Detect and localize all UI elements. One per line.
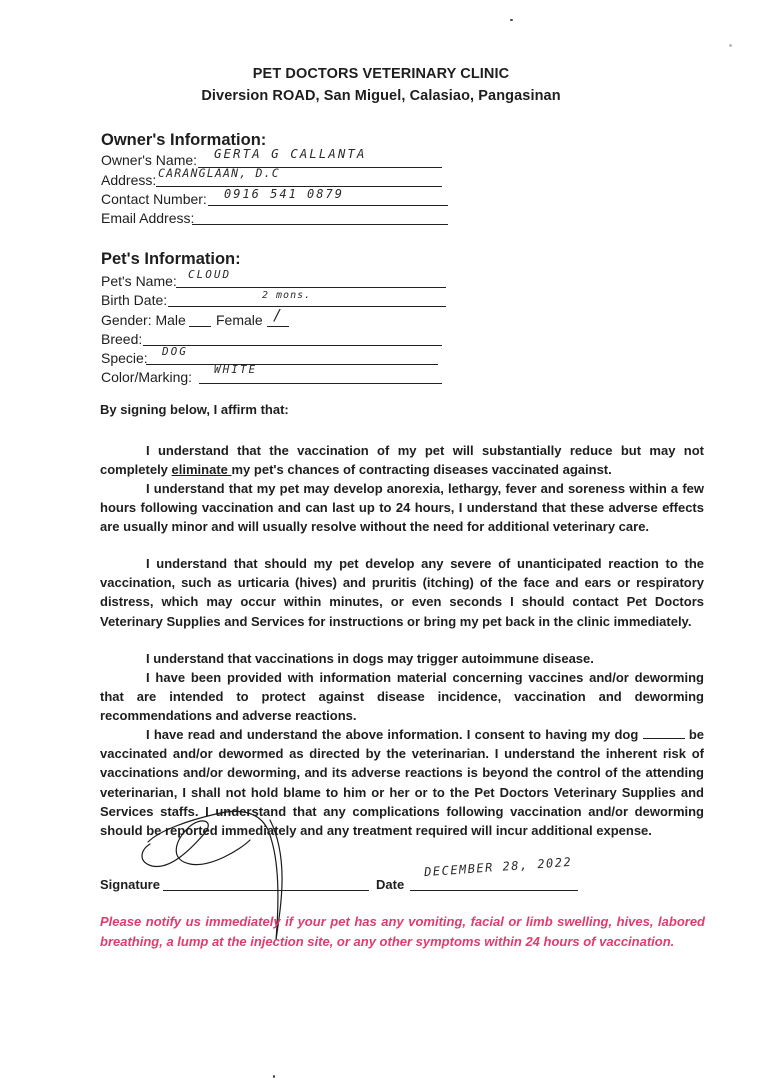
affirm-intro: By signing below, I affirm that:: [100, 402, 289, 417]
clinic-address: Diversion ROAD, San Miguel, Calasiao, Pangasinan: [201, 88, 561, 104]
email-label: Email Address:: [101, 210, 195, 226]
consent-p4-text: I understand that vaccinations in dogs may trigger autoimmune disease.: [146, 651, 594, 666]
consent-p5-text: I have been provided with information material concerning vaccines and/or deworming that are intended to protect against disease incidence, vaccination and deworming recommendations and adverse reactions.: [100, 670, 704, 724]
pet-section-title: Pet's Information:: [101, 250, 241, 268]
owner-section-title: Owner's Information:: [101, 131, 267, 149]
signature-label: Signature: [100, 877, 160, 892]
birth-date-label: Birth Date:: [101, 292, 168, 308]
date-label: Date: [376, 877, 405, 892]
consent-p6-text-b: be vaccinated and/or dewormed as directed by the veterinarian. I understand the inherent risk of vaccinations and/or deworming, and its adverse reactions is beyond the control of the attending veterinarian, I shall not hold blame to him or her or to the Pet Doctors Veterinary Supplies and Services staffs. I understand that any complications following vaccination and/or deworming should be reported immediately and any treatment required will incur additional expense.: [100, 727, 704, 839]
dog-name-blank[interactable]: [643, 726, 685, 739]
color-label: Color/Marking:: [101, 369, 193, 385]
consent-paragraph-5: [100, 668, 704, 726]
gender-female-line[interactable]: [267, 326, 289, 327]
specie-line: [146, 364, 438, 365]
consent-p3-text: I understand that should my pet develop any severe of unanticipated reaction to the vaccination, such as urticaria (hives) and pruritis (itching) of the face and ears or respiratory distress, which may occur within minutes, or even seconds I should contact Pet Doctors Veterinary Supplies and Services for instructions or bring my pet back in the clinic immediately.: [100, 556, 704, 629]
color-field[interactable]: WHITE: [214, 363, 258, 376]
address-label: Address:: [101, 172, 157, 188]
consent-p2-text: I understand that my pet may develop anorexia, lethargy, fever and soreness within a few hours following vaccination and can last up to 24 hours, I understand that these adverse effects are usually minor and will usually resolve without the need for additional veterinary care.: [100, 481, 704, 535]
birth-date-field[interactable]: 2 mons.: [262, 290, 312, 301]
scan-speck: [510, 19, 513, 21]
email-line: [192, 224, 448, 225]
consent-paragraph-1: [100, 441, 704, 479]
specie-label: Specie:: [101, 350, 148, 366]
consent-paragraph-3: [100, 554, 704, 631]
consent-p1-text-a: I understand that the vaccination of my pet will substantially reduce but may not completely: [100, 443, 704, 478]
consent-p1-underlined: eliminate: [171, 462, 232, 478]
address-field[interactable]: CARANGLAAN, D.C: [158, 166, 280, 180]
consent-p1-text-c: my pet's chances of contracting diseases vaccinated against.: [231, 462, 612, 478]
consent-paragraph-2: [100, 479, 704, 537]
specie-field[interactable]: DOG: [162, 345, 188, 358]
pet-name-line: [176, 287, 446, 288]
date-field[interactable]: DECEMBER 28, 2022: [423, 854, 573, 880]
color-line: [199, 383, 442, 384]
breed-label: Breed:: [101, 331, 143, 347]
gender-female-label: Female: [216, 312, 263, 328]
contact-label: Contact Number:: [101, 191, 207, 207]
scan-speck: [729, 44, 732, 47]
gender-female-checkmark: /: [273, 306, 285, 324]
pet-name-label: Pet's Name:: [101, 273, 177, 289]
gender-male-label: Gender: Male: [101, 312, 186, 328]
scan-speck: [273, 1075, 275, 1078]
owner-name-field[interactable]: GERTA G CALLANTA: [214, 146, 367, 161]
consent-paragraph-4: [100, 649, 704, 668]
contact-line: [208, 205, 448, 206]
notice-text: Please notify us immediately if your pet has any vomiting, facial or limb swelling, hives, labored breathing, a lump at the injection site, or any other symptoms within 24 hours of vaccination.: [100, 914, 705, 949]
owner-name-label: Owner's Name:: [101, 152, 198, 168]
pet-name-field[interactable]: CLOUD: [188, 268, 232, 281]
consent-p6-text-a: I have read and understand the above information. I consent to having my dog: [146, 727, 639, 742]
clinic-name: PET DOCTORS VETERINARY CLINIC: [252, 66, 510, 82]
birth-date-line: [168, 306, 446, 307]
gender-male-line[interactable]: [189, 326, 211, 327]
date-line: [410, 890, 578, 891]
contact-field[interactable]: 0916 541 0879: [224, 187, 344, 201]
